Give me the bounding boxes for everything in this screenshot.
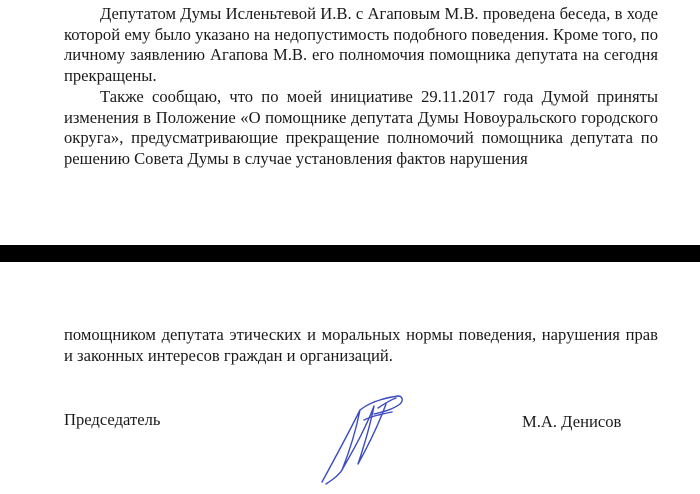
signatory-name: М.А. Денисов [522, 412, 622, 431]
paragraph-continuation: помощником депутата этических и моральных нормы поведения, нарушения прав и законных интересов граждан и организаций. [64, 325, 658, 365]
document-page-bottom [0, 262, 700, 494]
handwritten-signature-icon [312, 390, 422, 490]
document-page-top [0, 0, 700, 245]
page-break-divider [0, 245, 700, 262]
paragraph-amendments: Также сообщаю, что по моей инициативе 29.11.2017 года Думой приняты изменения в Положение «О помощнике депутата Думы Новоуральского городского округа», предусматривающие прекращение полномочий помощника депутата по решению Совета Думы в случае установления фактов нарушения [64, 87, 658, 168]
signatory-title: Председатель [64, 410, 161, 429]
paragraph-conversation: Депутатом Думы Исленьтевой И.В. с Агаповым М.В. проведена беседа, в ходе которой ему было указано на недопустимость подобного поведения. Кроме того, по личному заявлению Агапова М.В. его полномочия помощника депутата на сегодня прекращены. [64, 4, 658, 85]
